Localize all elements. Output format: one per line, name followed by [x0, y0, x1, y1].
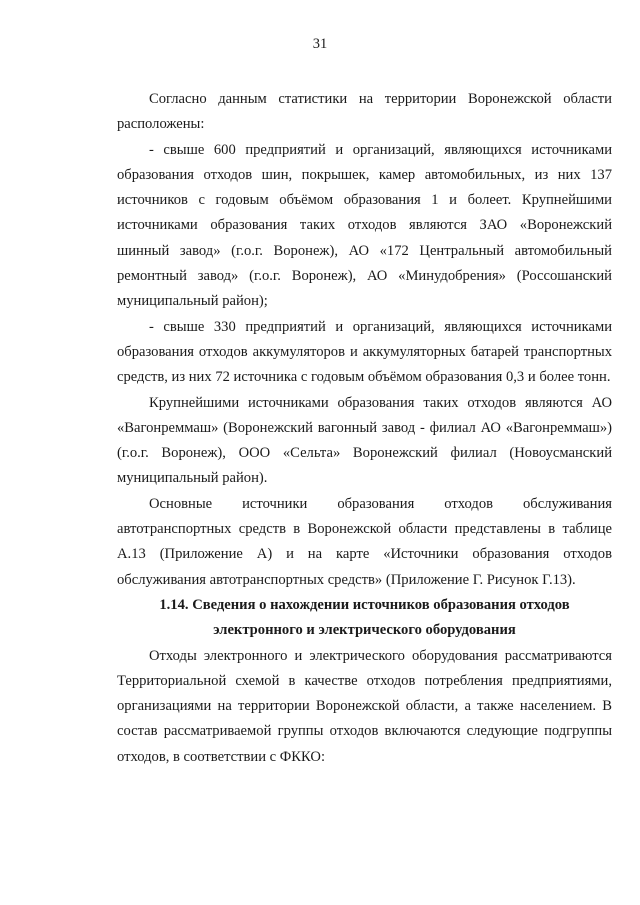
paragraph: Крупнейшими источниками образования таких отходов являются АО «Вагонреммаш» (Воронежский вагонный завод - филиал АО «Вагонреммаш») (г.о.г. Воронеж), ООО «Сельта» Воронежский филиал (Новоусманский муниципальный район). [117, 394, 612, 487]
list-item: - свыше 600 предприятий и организаций, являющихся источниками образования отходов шин, покрышек, камер автомобильных, из них 137 источников с годовым объёмом образования 1 и болеет. Крупнейшими источниками образования таких отходов являются ЗАО «Воронежский шинный завод» (г.о.г. Воронеж), АО «172 Центральный автомобильный ремонтный завод» (г.о.г. Воронеж), АО «Минудобрения» (Россошанский муниципальный район); [117, 141, 612, 310]
paragraph: Основные источники образования отходов обслуживания автотранспортных средств в Воронежской области представлены в таблице А.13 (Приложение А) и на карте «Источники образования отходов обслуживания автотранспортных средств» (Приложение Г. Рисунок Г.13). [117, 495, 612, 588]
paragraph: Согласно данным статистики на территории Воронежской области расположены: [117, 91, 612, 133]
section-heading: 1.14. Сведения о нахождении источников образования отходов электронного и электрического оборудования [159, 596, 570, 639]
paragraph: Отходы электронного и электрического оборудования рассматриваются Территориальной схемой в качестве отходов потребления предприятиями, организациями на территории Воронежской области, а также населением. В состав рассматриваемой группы отходов включаются следующие подгруппы отходов, в соответствии с ФККО: [117, 647, 612, 765]
page-body [117, 87, 612, 770]
page-number: 31 [312, 36, 328, 52]
list-item: - свыше 330 предприятий и организаций, являющихся источниками образования отходов аккумуляторов и аккумуляторных батарей транспортных средств, из них 72 источника с годовым объёмом образования 0,3 и более тонн. [117, 318, 612, 386]
